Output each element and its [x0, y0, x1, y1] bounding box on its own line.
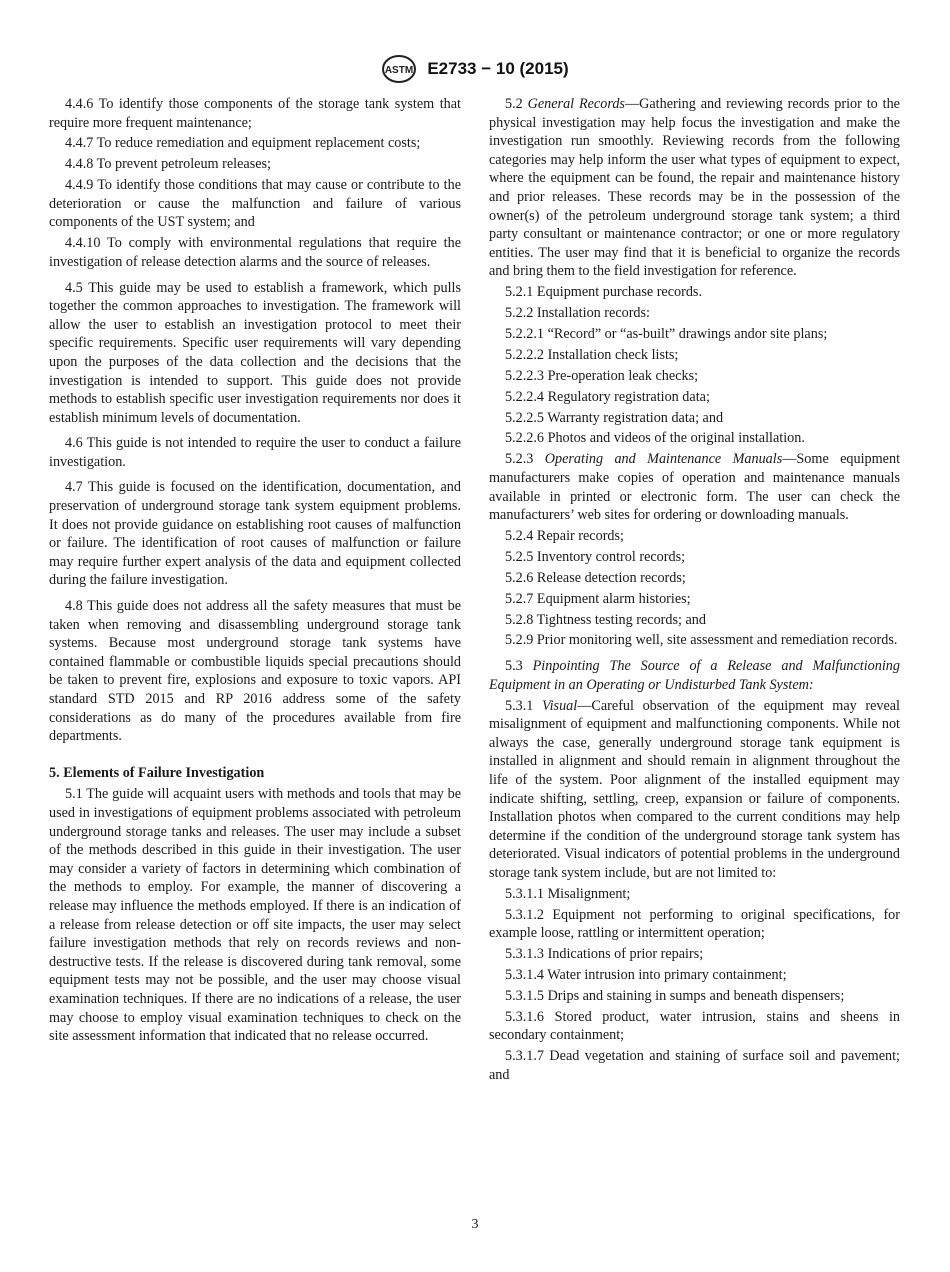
- paragraph-5-3: 5.3 Pinpointing The Source of a Release and Malfunctioning Equipment in an Operating or Undisturbed Tank System:: [489, 658, 900, 693]
- list-item: 5.2.2.2 Installation check lists;: [505, 346, 679, 363]
- paragraph: 4.4.7 To reduce remediation and equipment replacement costs;: [65, 135, 421, 152]
- list-item: 5.2.2.6 Photos and videos of the original installation.: [505, 430, 805, 447]
- standard-designation: E2733 − 10 (2015): [427, 59, 569, 78]
- paragraph: 4.4.8 To prevent petroleum releases;: [65, 156, 271, 173]
- list-item: 5.3.1.1 Misalignment;: [505, 885, 631, 902]
- list-item: 5.2.7 Equipment alarm histories;: [505, 590, 691, 607]
- astm-logo-icon: [381, 54, 417, 84]
- list-item: 5.3.1.6 Stored product, water intrusion, stains and sheens in secondary containment;: [489, 1008, 900, 1044]
- list-item: 5.3.1.2 Equipment not performing to original specifications, for example loose, rattling or intermittent operation;: [489, 906, 900, 942]
- list-item: 5.3.1.7 Dead vegetation and staining of surface soil and pavement; and: [489, 1048, 900, 1083]
- paragraph: 4.4.10 To comply with environmental regulations that require the investigation of release detection alarms and the source of releases.: [49, 235, 461, 270]
- list-item: 5.2.1 Equipment purchase records.: [505, 284, 702, 301]
- list-item: 5.2.2 Installation records:: [505, 305, 650, 322]
- list-item: 5.2.4 Repair records;: [505, 528, 624, 545]
- list-item: 5.2.5 Inventory control records;: [505, 548, 686, 565]
- list-item: 5.3.1.4 Water intrusion into primary containment;: [505, 967, 787, 984]
- paragraph-5-2: 5.2 General Records—Gathering and reviewing records prior to the physical investigation may help focus the investigation and make the investigation run smoothly. Reviewing records from the following categories may help inform the user what types of equipment to expect, where the equipment can be found, the repair and maintenance history and prior releases. These records may be in the possession of the owner(s) of the petroleum underground storage tank system; a third party consultant or maintenance contractor; or one or more regulatory entities. The user may find that it is beneficial to organize the records and bring them to the field investigation for reference.: [489, 96, 900, 280]
- list-item: 5.2.2.4 Regulatory registration data;: [505, 388, 710, 405]
- page-header: [0, 54, 950, 84]
- list-item: 5.2.9 Prior monitoring well, site assessment and remediation records.: [505, 632, 898, 649]
- paragraph-5-3-1: 5.3.1 Visual—Careful observation of the equipment may reveal misalignment of equipment and malfunctioning components. While not always the case, generally underground storage tank equipment is installed in alignment and should remain in alignment throughout the life of the system. Poor alignment of the installed equipment may indicate shifting, settling, creep, expansion or failure of components. Installation photos when compared to the current conditions may help determine if the condition of the underground storage tank system has deteriorated. Visual indicators of potential problems in the underground storage tank system include, but are not limited to:: [489, 697, 900, 881]
- list-item: 5.2.6 Release detection records;: [505, 569, 686, 586]
- list-item: 5.2.2.1 “Record” or “as-built” drawings andor site plans;: [505, 326, 828, 343]
- list-item: 5.3.1.3 Indications of prior repairs;: [505, 946, 704, 963]
- paragraph: 5.1 The guide will acquaint users with methods and tools that may be used in investigations of equipment problems associated with petroleum underground storage tanks and releases. The user may include a subset of the methods described in this guide in their investigation. The user may consider a variety of factors in determining which combination of the methods to employ. For example, the manner of discovering a release may influence the methods employed. If there is an indication of a release from release detection or off site impacts, the user may select failure investigation methods that rely on records reviews and non-destructive tests. If the release is discovered during tank removal, some equipment tests may not be possible, and the user may choose visual examination techniques. If there are no indications of a release, the user may choose to employ visual examination techniques to check on the site assessment information that indicated that no release occurred.: [49, 786, 461, 1045]
- page-number: 3: [471, 1217, 479, 1232]
- paragraph-5-2-3: 5.2.3 Operating and Maintenance Manuals—Some equipment manufacturers make copies of operation and maintenance manuals available in printed or electronic form. The user can check the manufacturers’ web sites for ordering or downloading manuals.: [489, 451, 901, 524]
- list-item: 5.2.8 Tightness testing records; and: [505, 611, 706, 628]
- list-item: 5.2.2.3 Pre-operation leak checks;: [505, 367, 699, 384]
- list-item: 5.2.2.5 Warranty registration data; and: [505, 409, 724, 426]
- paragraph: 4.4.9 To identify those conditions that may cause or contribute to the deterioration or cause the malfunction and failure of various components of the UST system; and: [49, 177, 461, 231]
- paragraph: 4.4.6 To identify those components of the storage tank system that require more frequent maintenance;: [49, 96, 461, 131]
- paragraph: 4.7 This guide is focused on the identification, documentation, and preservation of underground storage tank system equipment problems. It does not provide guidance on establishing root causes of malfunction or failure. The identification of root causes of malfunction or failure may require further expert analysis of the data and equipment collected during the failure investigation.: [49, 479, 461, 589]
- svg-text:ASTM: ASTM: [385, 65, 414, 76]
- left-column: [49, 95, 461, 1048]
- paragraph: 4.5 This guide may be used to establish a framework, which pulls together the common approaches to investigation. The framework will allow the user to establish an investigation protocol to meet their specific requirements. Specific user requirements will vary depending upon the purposes of the data collection and the decisions that the investigation is intended to support. This guide does not provide methods to establish specific user investigation requirements nor does it establish minimum levels of documentation.: [49, 279, 461, 426]
- paragraph: 4.8 This guide does not address all the safety measures that must be taken when removing and disassembling underground storage tank systems. Because most underground storage tank systems have contained flammable or combustible liquids special precautions should be taken to prevent fire, explosions and exposure to toxic vapors. API standard STD 2015 and RP 2016 address some of the safety considerations as do many of the procedures available from fire departments.: [49, 598, 461, 745]
- section-heading: 5. Elements of Failure Investigation: [49, 764, 265, 781]
- right-column: [489, 95, 900, 1087]
- list-item: 5.3.1.5 Drips and staining in sumps and beneath dispensers;: [505, 987, 845, 1004]
- paragraph: 4.6 This guide is not intended to require the user to conduct a failure investigation.: [49, 435, 461, 470]
